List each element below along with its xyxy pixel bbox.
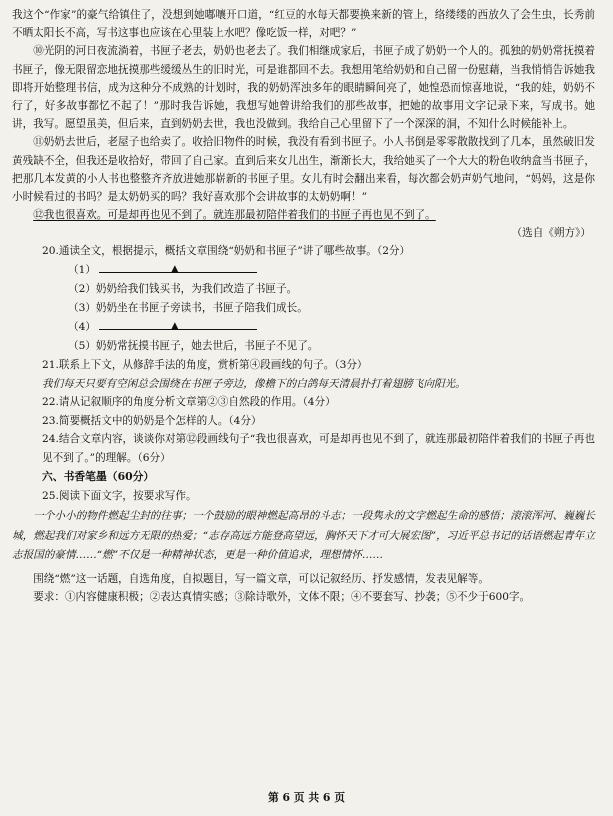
essay-requirements: 要求：①内容健康积极；②表达真情实感；③除诗歌外，文体不限；④不要套写、抄袭；⑤不少于600字。 <box>33 590 531 603</box>
question-20: 20.通读全文，根据提示，概括文章围绕“奶奶和书匣子”讲了哪些故事。（2分） <box>42 245 411 258</box>
section-heading: 六、书香笔墨（60分） <box>42 469 155 483</box>
essay-prompt <box>12 507 595 565</box>
answer-blank-1[interactable] <box>99 262 257 273</box>
question-21: 21.联系上下文，从修辞手法的角度，赏析第④段画线的句子。（3分） <box>42 359 368 372</box>
underlined-sentence: ⑫我也很喜欢。可是却再也见不到了。就连那最初陪伴着我们的书匣子再也见不到了。 <box>33 209 436 222</box>
question-21-quote: 我们每天只要有空闲总会围绕在书匣子旁边，像檐下的白鸽每天清晨扑打着翅膀飞向阳光。 <box>42 377 466 390</box>
q20-option-4 <box>12 318 595 337</box>
blank-marker-icon: ▲ <box>171 321 179 332</box>
passage-paragraph-10: ⑩光阴的河日夜流淌着，书匣子老去，奶奶也老去了。我们相继成家后，书匣子成了奶奶一个人的。孤独的奶奶常抚摸着书匣子，像无限留恋地抚摸那些缓缓丛生的旧时光，可是谁都回不去。我想用笔给奶奶和自己留一份慰藉，当我悄悄告诉她我即将开始整理书信，成为这种分不成熟的计划时，我的奶奶浑浊多年的眼睛瞬间亮了，她惶恐而惊喜地说，“我的娃，奶奶不行了，好多故事都忆不起了！”那时我告诉她，我想写她曾讲给我们的那些故事，把她的故事用文字记录下来，写成书。她讲，我写。愿望虽美，但后来，直到奶奶去世，我也没做到。我给自己心里留下了一个深深的洞，不知什么时候能补上。 <box>12 45 595 131</box>
passage-paragraph-12 <box>12 206 595 224</box>
option-label: （1） <box>68 264 96 277</box>
answer-blank-2[interactable] <box>99 319 257 330</box>
essay-prompt-text: 一个小小的物件燃起尘封的往事；一个鼓励的眼神燃起高昂的斗志；一段隽永的文字燃起生命的感悟；滚滚浑河、巍巍长城，燃起我们对家乡和远方无限的热爱；“志存高远方能登高望远，胸怀天下才可大展宏图”，习近平总书记的话语燃起青年立志报国的豪情……“燃”不仅是一种精神状态，更是一种价值追求，理想情怀…… <box>12 510 595 562</box>
q20-option-2: （2）奶奶给我们钱买书，为我们改造了书匣子。 <box>68 283 298 296</box>
question-22: 22.请从记叙顺序的角度分析文章第②③自然段的作用。（4分） <box>42 396 336 409</box>
q20-option-3: （3）奶奶坐在书匣子旁读书，书匣子陪我们成长。 <box>68 302 308 315</box>
option-label: （4） <box>68 321 96 334</box>
q20-option-5: （5）奶奶常抚摸书匣子，她去世后，书匣子不见了。 <box>68 340 319 353</box>
question-23: 23.简要概括文中的奶奶是个怎样的人。（4分） <box>42 414 262 427</box>
page-number: 第 6 页 共 6 页 <box>267 791 345 804</box>
question-25: 25.阅读下面文字，按要求写作。 <box>42 489 197 502</box>
question-24: 24.结合文章内容，谈谈你对第⑫段画线句子“我也很喜欢，可是却再也见不到了，就连那最初陪伴着我们的书匣子再也见不到了。”的理解。（6分） <box>42 433 595 464</box>
passage-paragraph-11: ⑪奶奶去世后，老屋子也给卖了。收拾旧物件的时候，我没有看到书匣子。小人书倒是零零散散找到了几本，虽然破旧发黄残缺不全，但我还是收拾好，带回了自己家。直到后来女儿出生，渐渐长大，我给她买了一个大大的粉色收纳盒当书匣子，把那几本发黄的小人书也整整齐齐放进她那崭新的书匣子里。女儿有时会翻出来看，每次都会奶声奶气地问，“妈妈，这是你小时候看过的书吗？是太奶奶买的吗？我好喜欢那个会讲故事的太奶奶啊！” <box>12 136 595 204</box>
essay-task: 围绕“燃”这一话题，自选角度，自拟题目，写一篇文章，可以记叙经历、抒发感情，发表见解等。 <box>33 572 489 585</box>
passage-paragraph-9: 我这个“作家”的豪气给镇住了，没想到她嘟嚷开口道，“红豆的水每天都要换来新的管上，络缕缕的西放久了会生虫，长秀前不晒太阳长不高，写书这事也应该在心里装上水吧？像吃饭一样，对吧？” <box>12 9 595 40</box>
q20-option-1 <box>12 261 595 280</box>
passage-source: （选自《朔方》） <box>511 227 591 240</box>
blank-marker-icon: ▲ <box>171 264 179 275</box>
